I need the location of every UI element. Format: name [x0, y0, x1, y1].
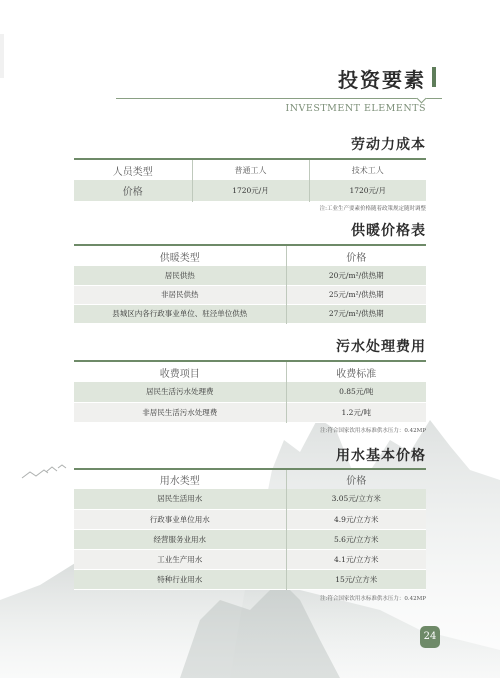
sewage-item-cell: 非居民生活污水处理费 [74, 402, 286, 422]
heating-type-cell: 居民供热 [74, 266, 286, 285]
labor-regular-price: 1720元/月 [192, 180, 309, 201]
water-section-title: 用水基本价格 [336, 448, 426, 464]
heating-header-price: 价格 [286, 245, 426, 266]
labor-section-title: 劳动力成本 [351, 137, 426, 153]
table-row [74, 266, 426, 285]
water-header-price: 价格 [286, 469, 426, 489]
water-price-cell: 4.9元/立方米 [286, 509, 426, 529]
table-row [74, 489, 426, 509]
heating-type-cell: 县城区内各行政事业单位、驻泾单位供热 [74, 304, 286, 323]
heating-price-table [74, 244, 426, 324]
water-type-cell: 工业生产用水 [74, 549, 286, 569]
heating-price-cell: 25元/m²/供热期 [286, 285, 426, 304]
water-type-cell: 居民生活用水 [74, 489, 286, 509]
labor-header-type: 人员类型 [112, 166, 153, 178]
table-row [74, 402, 426, 422]
heating-price-cell: 20元/m²/供热期 [286, 266, 426, 285]
labor-skilled-price: 1720元/月 [309, 180, 426, 201]
labor-header-regular: 普通工人 [192, 159, 309, 180]
table-row [74, 549, 426, 569]
table-row [74, 180, 426, 201]
table-row [74, 382, 426, 402]
sewage-section-title: 污水处理费用 [336, 339, 426, 355]
heating-price-cell: 27元/m²/供热期 [286, 304, 426, 323]
water-type-cell: 特种行业用水 [74, 569, 286, 589]
water-type-cell: 经营服务业用水 [74, 529, 286, 549]
water-price-table [74, 468, 426, 590]
water-price-cell: 5.6元/立方米 [286, 529, 426, 549]
table-row [74, 285, 426, 304]
sewage-item-cell: 居民生活污水处理费 [74, 382, 286, 402]
water-type-cell: 行政事业单位用水 [74, 509, 286, 529]
labor-note: 注:工业生产要素价格随着政策规定随时调整 [319, 206, 426, 212]
heating-header-type: 供暖类型 [159, 252, 200, 264]
labor-cost-table [74, 158, 426, 202]
water-header-type: 用水类型 [159, 476, 200, 487]
sewage-header-standard: 收费标准 [286, 361, 426, 382]
sewage-fee-table [74, 360, 426, 423]
table-row [74, 529, 426, 549]
sewage-header-item: 收费项目 [159, 368, 200, 380]
sewage-fee-cell: 0.85元/吨 [286, 382, 426, 402]
labor-row-label: 价格 [74, 180, 192, 201]
title-divider [116, 98, 442, 99]
sewage-note: 注:符合国家饮用水标准供水压力：0.42MP [320, 428, 426, 434]
heating-section-title: 供暖价格表 [351, 223, 426, 239]
table-row [74, 509, 426, 529]
page-edge-mark [0, 34, 4, 78]
heating-type-cell: 非居民供热 [74, 285, 286, 304]
labor-header-skilled: 技术工人 [309, 159, 426, 180]
title-accent-bar [432, 67, 436, 87]
page-number: 24 [420, 626, 440, 648]
page-title: 投资要素 [338, 68, 426, 92]
page-subtitle: INVESTMENT ELEMENTS [285, 103, 426, 114]
water-price-cell: 3.05元/立方米 [286, 489, 426, 509]
water-price-cell: 15元/立方米 [286, 569, 426, 589]
table-row [74, 304, 426, 323]
table-row [74, 569, 426, 589]
water-note: 注:符合国家饮用水标准供水压力：0.42MP [320, 596, 426, 602]
sewage-fee-cell: 1.2元/吨 [286, 402, 426, 422]
water-price-cell: 4.1元/立方米 [286, 549, 426, 569]
